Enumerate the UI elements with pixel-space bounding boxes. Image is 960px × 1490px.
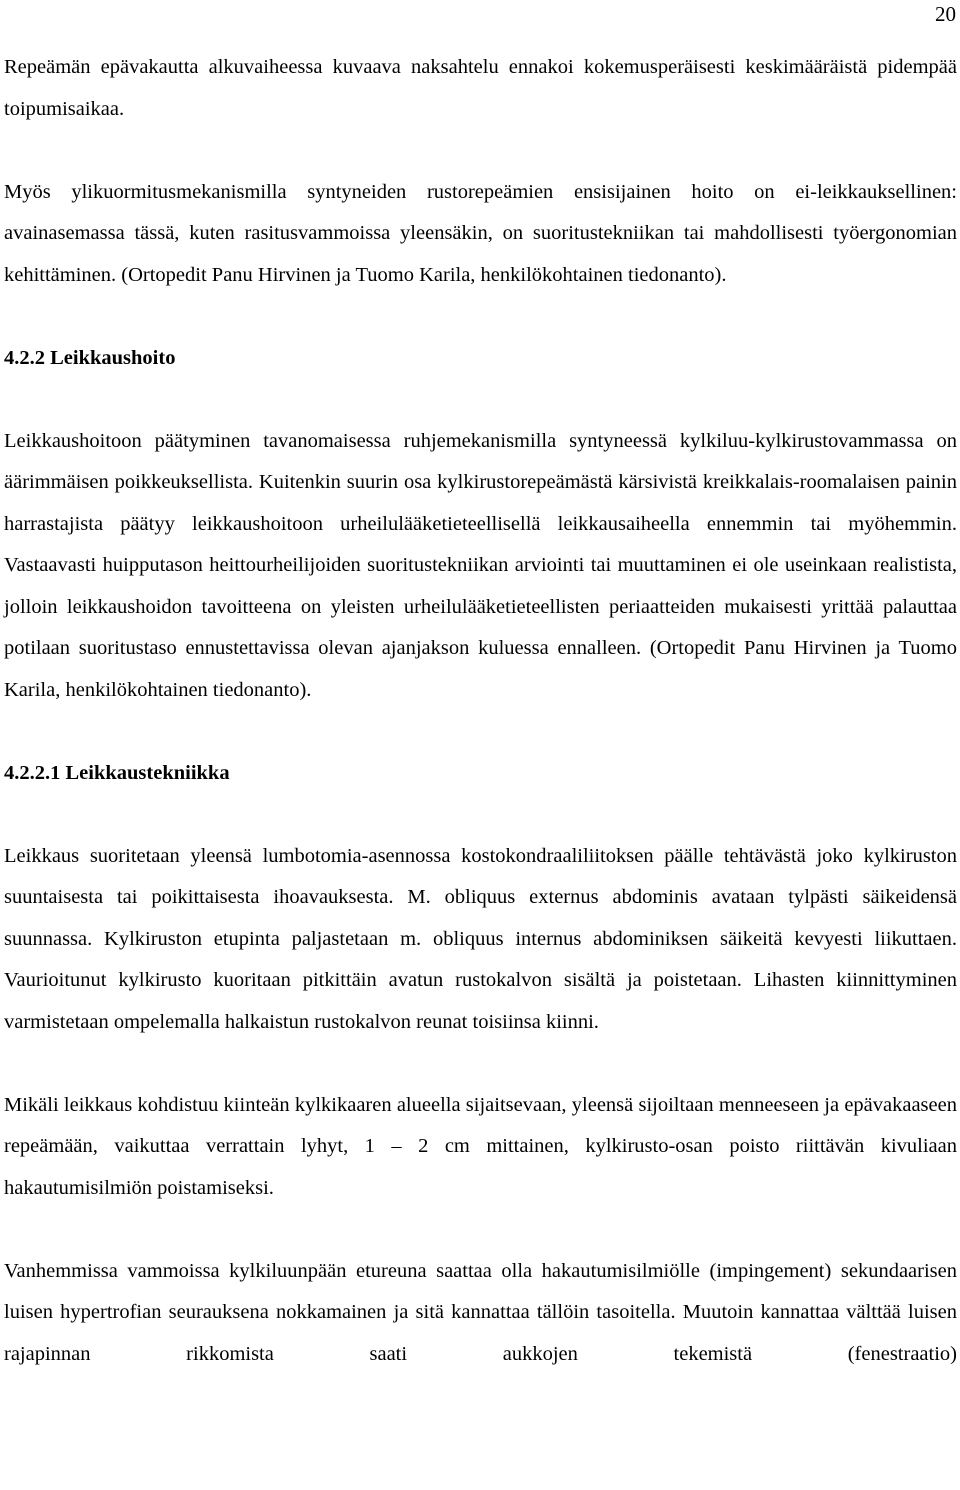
paragraph-kylkikaari-poisto: Mikäli leikkaus kohdistuu kiinteän kylkikaaren alueella sijaitsevaan, yleensä sijoiltaan menneeseen ja epävakaaseen repeämään, vaikuttaa verrattain lyhyt, 1 – 2 cm mittainen, kylkirusto-osan poisto riittävän kivuliaan hakautumisilmiön poistamiseksi. [4,1093,957,1199]
paragraph-repeama-epavakaus: Repeämän epävakautta alkuvaiheessa kuvaava naksahtelu ennakoi kokemusperäisesti keskimääräistä pidempää toipumisaikaa. [4,56,957,120]
paragraph-gap [4,296,957,338]
paragraph-gap [4,794,957,836]
section-heading-leikkaustekniikka: 4.2.2.1 Leikkaustekniikka [4,761,230,784]
paragraph-gap [4,1043,957,1085]
page-number: 20 [935,2,956,26]
paragraph-leikkaustekniikka: Leikkaus suoritetaan yleensä lumbotomia-asennossa kostokondraaliliitoksen päälle tehtävästä joko kylkiruston suuntaisesta tai poikittaisesta ihoavauksesta. M. obliquus externus abdominis avataan tylpästi säikeidensä suunnassa. Kylkiruston etupinta paljastetaan m. obliquus internus abdominiksen säikeitä kevyesti liikuttaen. Vaurioitunut kylkirusto kuoritaan pitkittäin avatun rustokalvon sisältä ja poistetaan. Lihasten kiinnittyminen varmistetaan ompelemalla halkaistun rustokalvon reunat toisiinsa kiinni. [4,844,957,1033]
document-body [4,47,957,1375]
paragraph-ylikuormitus-hoito: Myös ylikuormitusmekanismilla syntyneiden rustorepeämien ensisijainen hoito on ei-leikkauksellinen: avainasemassa tässä, kuten rasitusvammoissa yleensäkin, on suoritustekniikan tai mahdollisesti työergonomian kehittäminen. (Ortopedit Panu Hirvinen ja Tuomo Karila, henkilökohtainen tiedonanto). [4,180,957,286]
paragraph-gap [4,1209,957,1251]
paragraph-leikkaushoito: Leikkaushoitoon päätyminen tavanomaisessa ruhjemekanismilla syntyneessä kylkiluu-kylkirustovammassa on äärimmäisen poikkeuksellista. Kuitenkin suurin osa kylkirustorepeämästä kärsivistä kreikkalais-roomalaisen painin harrastajista päätyy leikkaushoitoon urheilulääketieteellisellä leikkausaiheella ennemmin tai myöhemmin. Vastaavasti huipputason heittourheilijoiden suoritustekniikan arviointi tai muuttaminen ei ole useinkaan realistista, jolloin leikkaushoidon tavoitteena on yleisten urheilulääketieteellisten periaatteiden mukaisesti yrittää palauttaa potilaan suoritustaso ennustettavissa olevan ajanjakson kuluessa ennalleen. (Ortopedit Panu Hirvinen ja Tuomo Karila, henkilökohtainen tiedonanto). [4,429,957,701]
paragraph-vanhemmat-vammat: Vanhemmissa vammoissa kylkiluunpään etureuna saattaa olla hakautumisilmiölle (impingement) sekundaarisen luisen hypertrofian seurauksena nokkamainen ja sitä kannattaa tällöin tasoitella. Muutoin kannattaa välttää luisen rajapinnan rikkomista saati aukkojen tekemistä (fenestraatio) [4,1259,957,1365]
section-heading-leikkaushoito: 4.2.2 Leikkaushoito [4,346,176,369]
paragraph-gap [4,379,957,421]
paragraph-gap [4,130,957,172]
paragraph-gap [4,711,957,753]
